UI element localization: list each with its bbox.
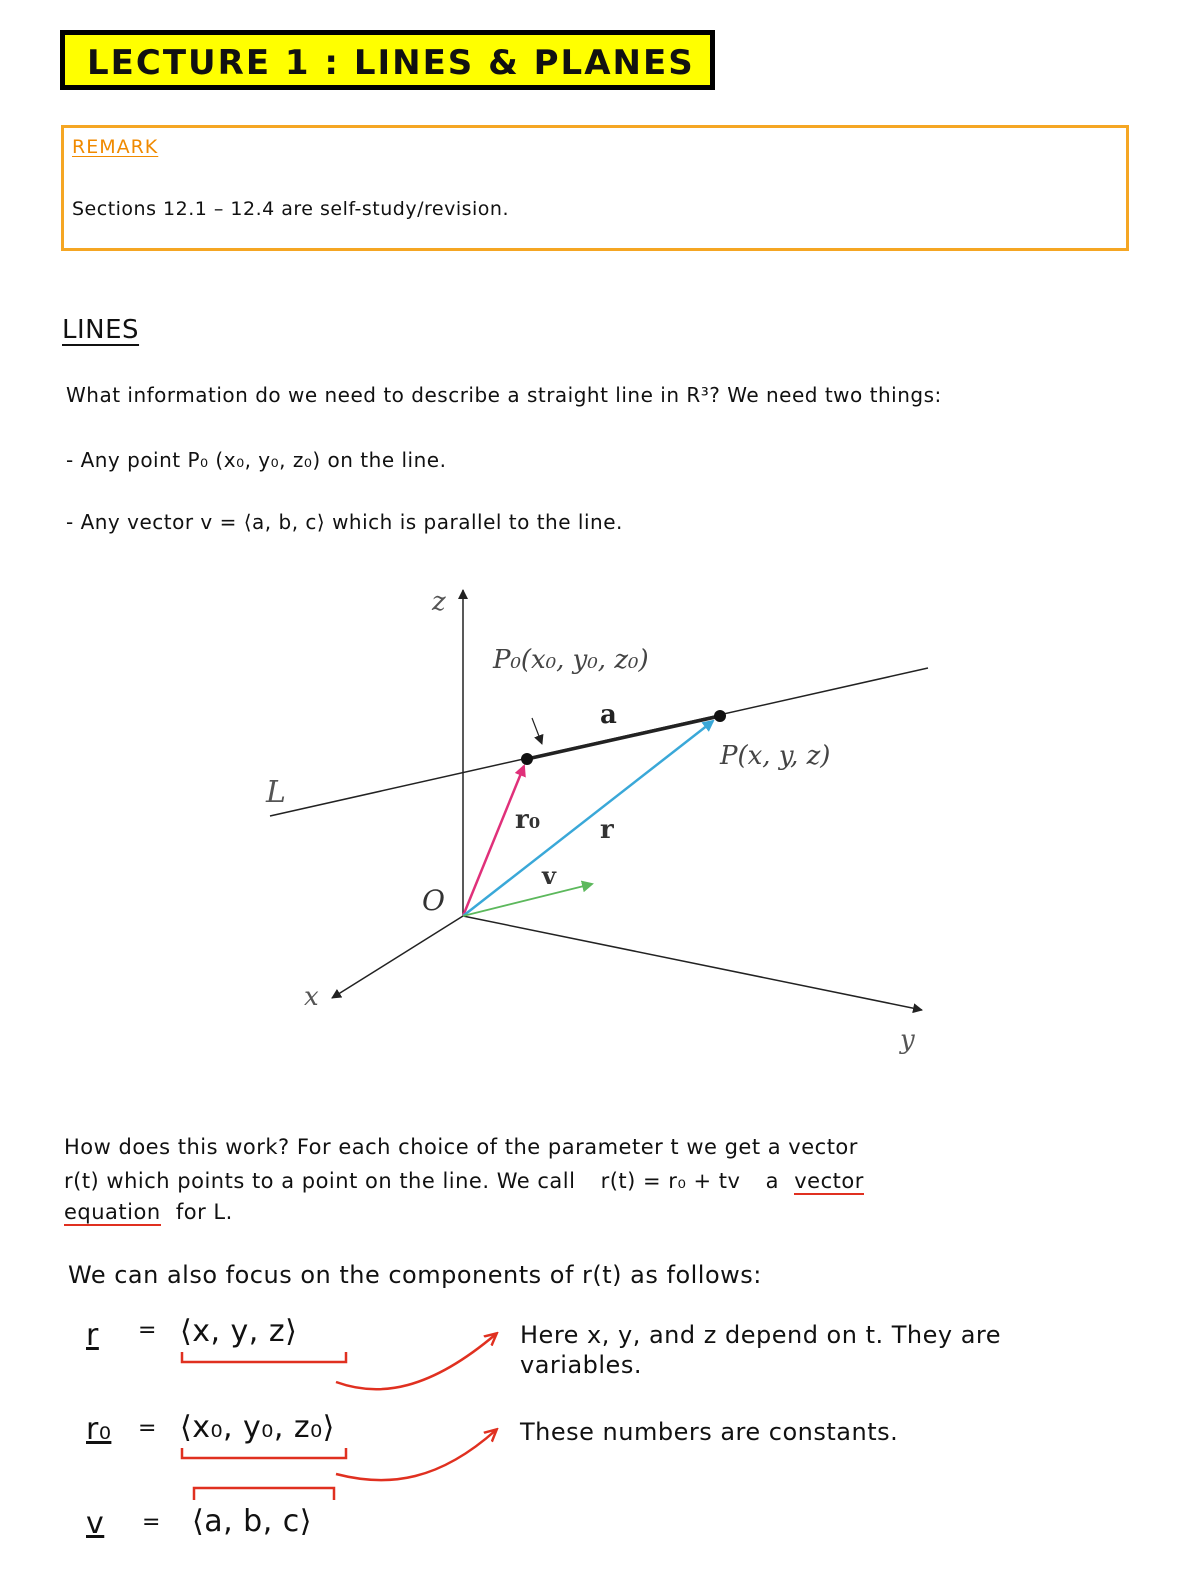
remark-text: Sections 12.1 – 12.4 are self-study/revision. xyxy=(72,198,509,220)
r0-label: r₀ xyxy=(515,805,541,835)
explanation-line-2-text: r(t) which points to a point on the line. We call xyxy=(64,1169,576,1193)
vector-term: vector xyxy=(794,1169,864,1193)
origin-label: O xyxy=(422,884,445,917)
row1-arrow xyxy=(336,1334,496,1389)
lines-heading: LINES xyxy=(62,315,140,345)
line-label: L xyxy=(266,775,286,810)
row2-arrow xyxy=(336,1430,496,1480)
explanation-line-3-text: for L. xyxy=(175,1200,233,1224)
lines-question: What information do we need to describe a straight line in R³? We need two things: xyxy=(66,383,942,407)
row2-rhs: ⟨x₀, y₀, z₀⟩ xyxy=(180,1410,335,1445)
row2-note: These numbers are constants. xyxy=(520,1418,899,1446)
row3-bracket-over xyxy=(194,1488,334,1500)
vector-equation-formula: r(t) = r₀ + tv xyxy=(600,1169,741,1193)
row1-lhs: r xyxy=(86,1318,99,1353)
v-label: v xyxy=(542,861,556,890)
row1-note: Here x, y, and z depend on t. They are variables. xyxy=(520,1321,1002,1379)
list-item-point: - Any point P₀ (x₀, y₀, z₀) on the line. xyxy=(66,448,447,472)
components-intro: We can also focus on the components of r(t) as follows: xyxy=(68,1261,762,1289)
explanation-line-2-article: a xyxy=(765,1169,780,1193)
row1-equals: = xyxy=(138,1318,157,1343)
row1-bracket xyxy=(182,1352,346,1362)
remark-heading: REMARK xyxy=(72,136,159,158)
page-title: LECTURE 1 : LINES & PLANES xyxy=(87,43,695,83)
equation-term: equation xyxy=(64,1200,161,1224)
x-axis-label: x xyxy=(304,982,319,1012)
p-label: P(x, y, z) xyxy=(720,741,831,771)
row1-rhs: ⟨x, y, z⟩ xyxy=(180,1314,298,1349)
a-label: a xyxy=(600,700,617,730)
row2-lhs: r₀ xyxy=(86,1412,112,1447)
list-item-vector: - Any vector v = ⟨a, b, c⟩ which is parallel to the line. xyxy=(66,510,623,534)
row2-equals: = xyxy=(138,1416,157,1441)
explanation-line-1: How does this work? For each choice of the parameter t we get a vector xyxy=(64,1135,858,1159)
r-label: r xyxy=(600,815,614,845)
row2-bracket-under xyxy=(182,1448,346,1458)
y-axis-label: y xyxy=(900,1025,915,1055)
row3-equals: = xyxy=(142,1510,161,1535)
z-axis-label: z xyxy=(432,587,446,617)
row3-lhs: v xyxy=(86,1506,105,1541)
p0-label: P₀(x₀, y₀, z₀) xyxy=(493,645,649,675)
row3-rhs: ⟨a, b, c⟩ xyxy=(192,1504,312,1539)
